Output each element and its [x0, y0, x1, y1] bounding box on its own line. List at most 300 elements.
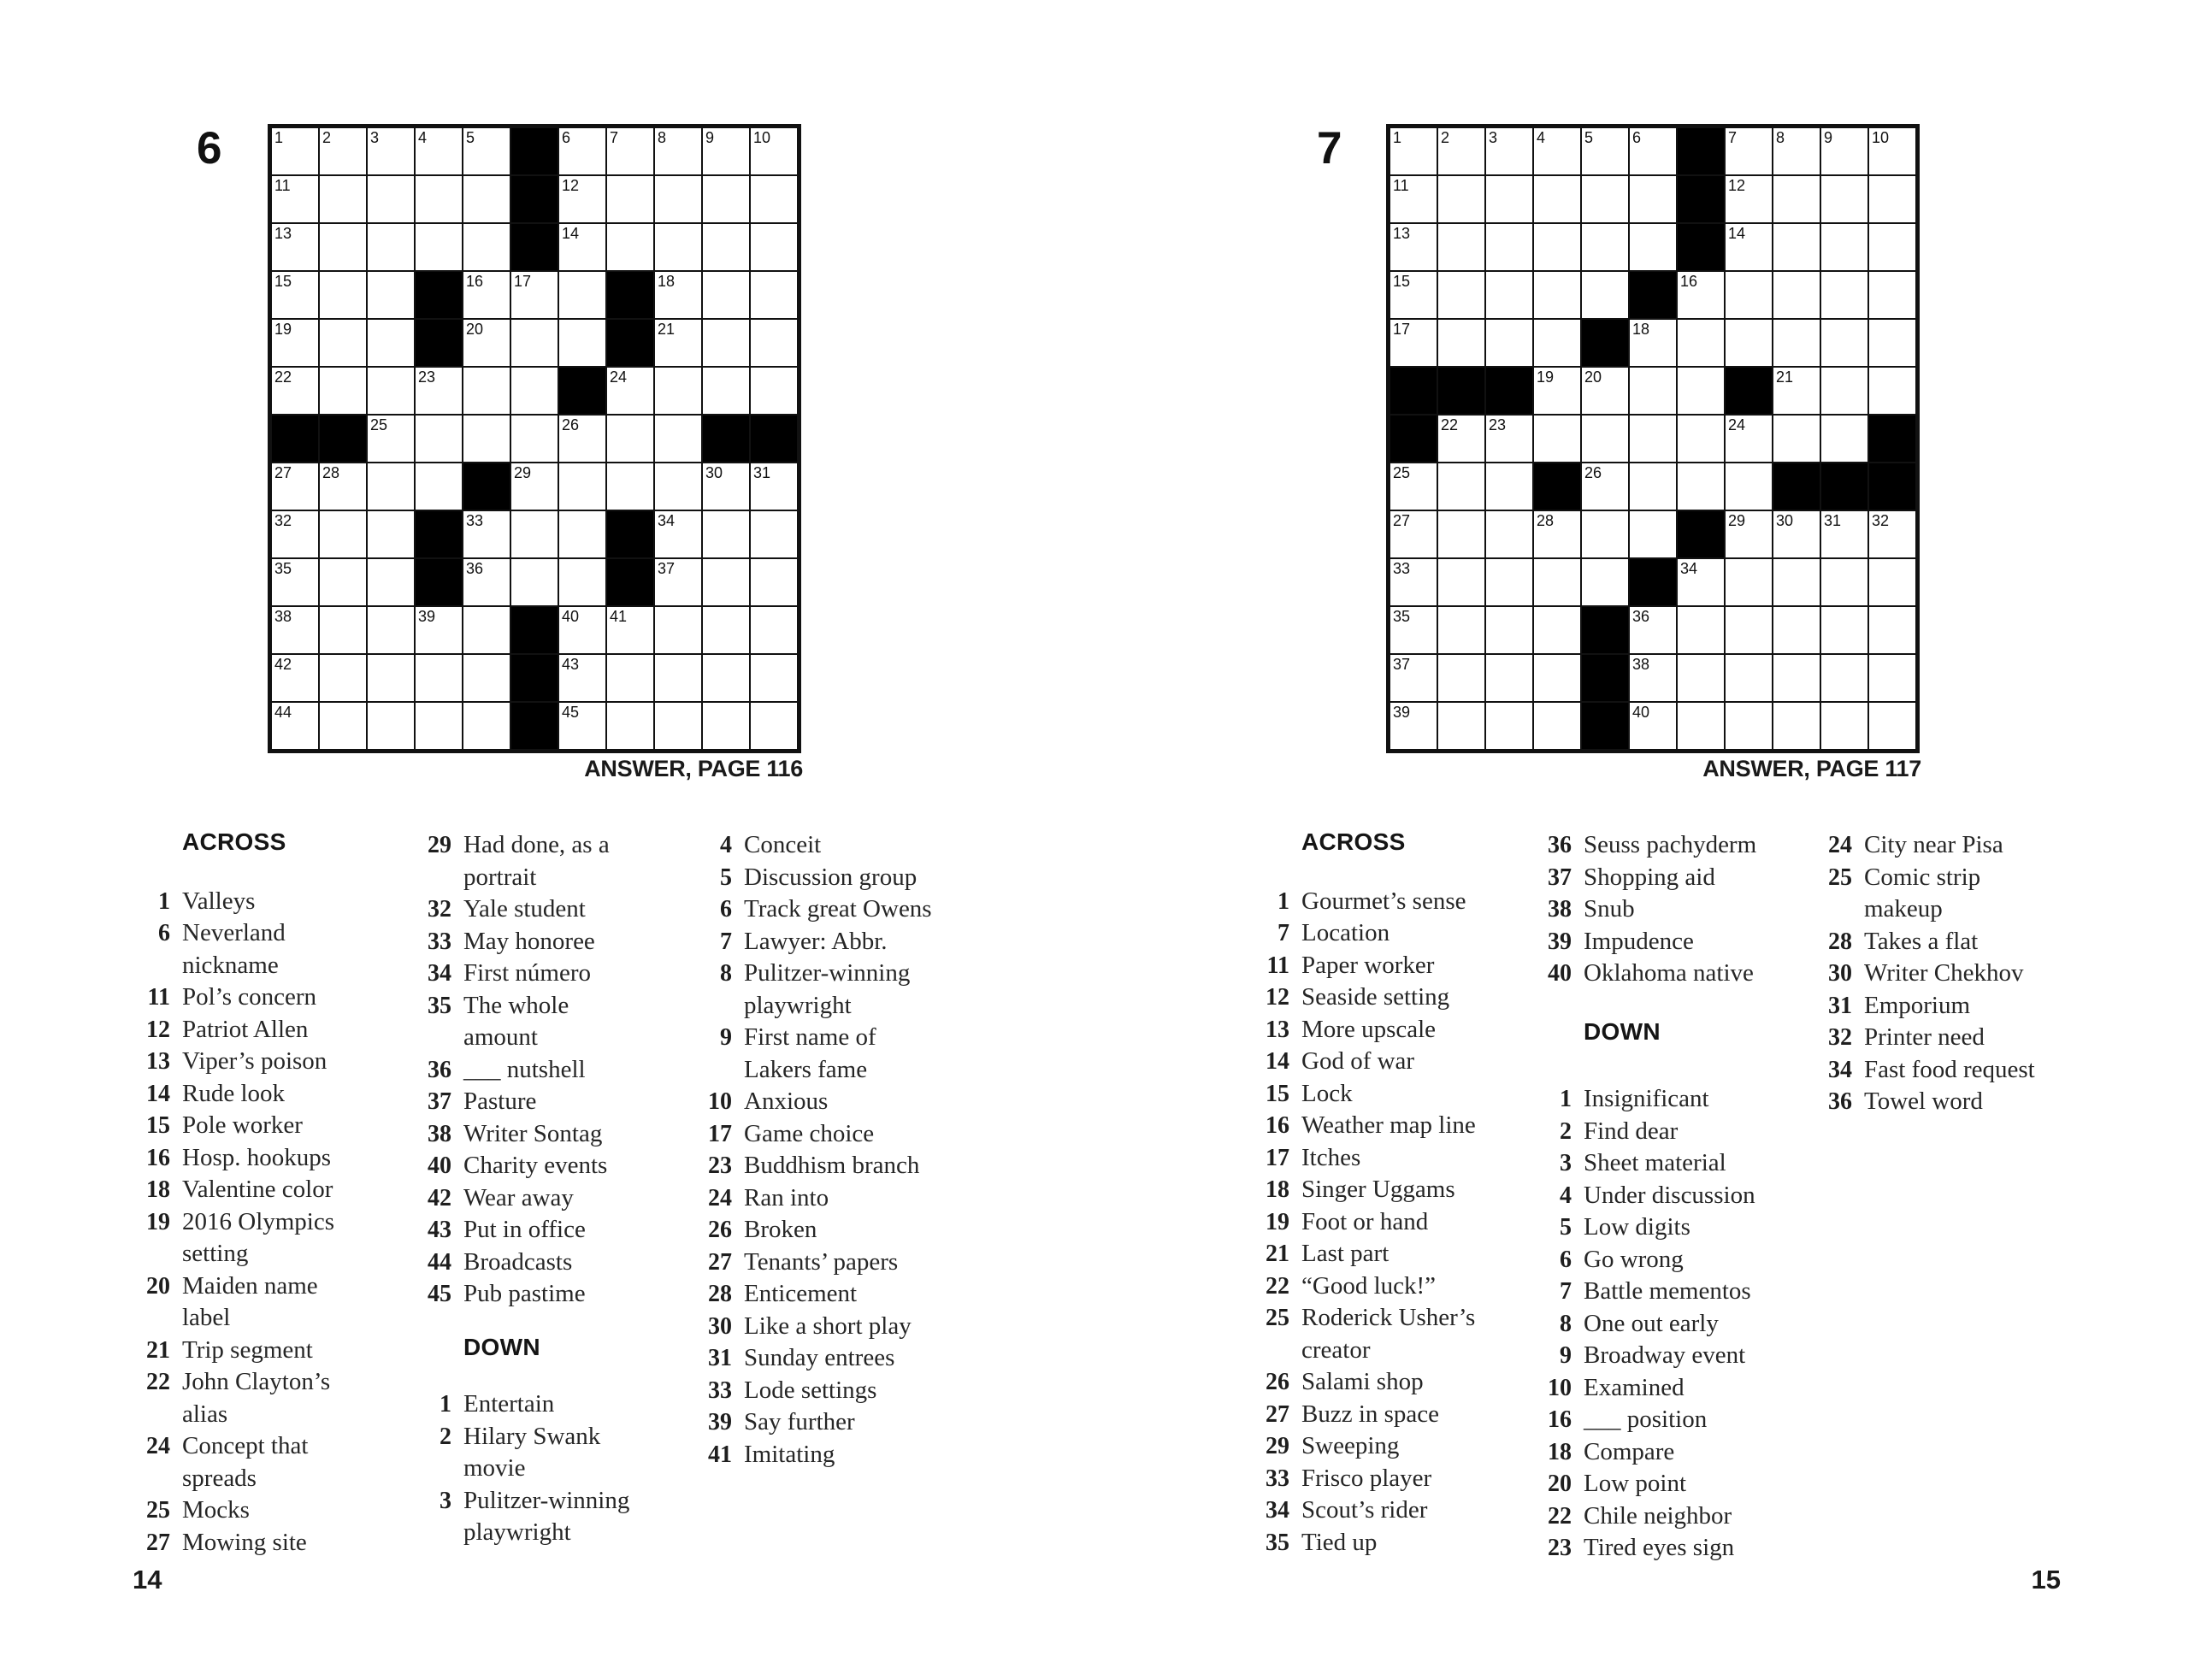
clue-text: Compare [1584, 1437, 1675, 1465]
clue-text: Singer Uggams [1301, 1176, 1455, 1203]
grid-cell [368, 511, 414, 557]
clue-line [416, 893, 698, 926]
grid-cell [1869, 272, 1915, 318]
grid-cell [320, 703, 366, 749]
grid-cell [463, 703, 510, 749]
clue-text: Entertain [463, 1390, 555, 1418]
grid-cell [1582, 176, 1628, 222]
clue-text: portrait [463, 863, 537, 891]
grid-cell [655, 176, 701, 222]
grid-cell [1534, 176, 1580, 222]
clue-number: 12 [1266, 984, 1289, 1011]
grid-cell [1726, 272, 1772, 318]
clue-text: Go wrong [1584, 1245, 1684, 1273]
grid-cell [272, 272, 318, 318]
clue-line [134, 1335, 416, 1367]
grid-cell-black [416, 511, 462, 557]
clue-text: Printer need [1864, 1023, 1985, 1051]
grid-cell-number: 4 [418, 129, 428, 146]
clue-number: 11 [147, 984, 170, 1011]
clue-line [1536, 893, 1818, 926]
clue-number: 29 [428, 832, 451, 858]
grid-cell-black [1582, 320, 1628, 366]
clue-text: Scout’s rider [1301, 1496, 1428, 1524]
clue-line [1816, 1054, 2098, 1087]
clue-number: 43 [428, 1217, 451, 1243]
grid-cell [320, 320, 366, 366]
grid-cell-number: 37 [1393, 656, 1411, 673]
grid-cell-number: 16 [1680, 273, 1698, 290]
clue-line [1254, 886, 1536, 918]
clue-line [1816, 958, 2098, 990]
clue-line [1254, 1174, 1536, 1206]
grid-cell-number: 44 [274, 704, 292, 721]
grid-cell-number: 1 [274, 129, 284, 146]
clue-number: 20 [146, 1272, 170, 1300]
grid-cell [320, 224, 366, 270]
column-gap [1536, 990, 1818, 1016]
clue-line [696, 1150, 978, 1182]
grid-cell [463, 368, 510, 414]
clue-number: 15 [1266, 1080, 1289, 1107]
grid-cell [368, 416, 414, 462]
grid-cell-number: 13 [1393, 225, 1411, 242]
clue-text: The whole [463, 991, 569, 1019]
clue-text: Emporium [1864, 991, 1971, 1019]
clue-text: Ran into [744, 1183, 829, 1211]
grid-cell [463, 224, 510, 270]
clue-line [1536, 1532, 1818, 1565]
grid-cell [1726, 320, 1772, 366]
clue-text: Itches [1301, 1143, 1361, 1171]
grid-cell [1630, 703, 1676, 749]
grid-cell [751, 320, 797, 366]
grid-cell [272, 128, 318, 174]
clue-text: Game choice [744, 1119, 875, 1147]
clue-number: 7 [1560, 1278, 1572, 1305]
clue-number: 3 [440, 1487, 451, 1514]
clue-number: 22 [146, 1369, 170, 1395]
clue-line [1254, 1302, 1536, 1335]
clue-text: Viper’s poison [182, 1047, 327, 1075]
column-gap [416, 1363, 698, 1388]
clue-line [1254, 1110, 1536, 1142]
clue-number: 5 [720, 864, 732, 891]
grid-cell [1486, 224, 1532, 270]
grid-cell [1869, 655, 1915, 701]
clue-line [134, 1366, 416, 1399]
grid-cell-number: 1 [1393, 129, 1402, 146]
grid-cell [559, 463, 605, 510]
grid-cell [463, 416, 510, 462]
grid-cell [559, 511, 605, 557]
grid-cell [1486, 463, 1532, 510]
clue-line [134, 1078, 416, 1111]
clue-continuation-line [134, 1302, 416, 1335]
clue-line [1254, 1527, 1536, 1559]
clue-line [416, 1388, 698, 1421]
clue-text: Tired eyes sign [1584, 1534, 1735, 1561]
grid-cell [559, 320, 605, 366]
clue-column-across [1254, 826, 1536, 1559]
grid-cell-black [511, 607, 558, 653]
grid-cell [1821, 224, 1867, 270]
clue-number: 20 [1548, 1471, 1572, 1497]
grid-cell [1773, 272, 1820, 318]
grid-cell-number: 11 [1393, 177, 1409, 194]
grid-cell-number: 17 [1393, 321, 1411, 338]
grid-cell [511, 559, 558, 605]
grid-cell-black [272, 416, 318, 462]
clue-section-header: ACROSS [1301, 828, 1406, 855]
clue-number: 9 [720, 1024, 732, 1051]
clue-text: City near Pisa [1864, 831, 2003, 858]
clue-line [696, 1278, 978, 1311]
clue-line [1816, 926, 2098, 958]
clue-text: Conceit [744, 831, 822, 858]
clue-text: Pol’s concern [182, 983, 317, 1011]
clue-line [1536, 1116, 1818, 1148]
clue-line [416, 1086, 698, 1118]
grid-cell [511, 368, 558, 414]
clue-number: 6 [158, 920, 170, 946]
grid-cell [1726, 463, 1772, 510]
clue-text: setting [182, 1240, 249, 1267]
clue-number: 6 [1560, 1246, 1572, 1273]
clue-line [1254, 1430, 1536, 1463]
grid-cell [368, 176, 414, 222]
grid-cell [1390, 655, 1437, 701]
clue-number: 44 [428, 1248, 451, 1276]
grid-cell [703, 176, 749, 222]
grid-cell [320, 176, 366, 222]
grid-cell-black [1438, 368, 1484, 414]
grid-cell [1630, 368, 1676, 414]
grid-cell [655, 655, 701, 701]
grid-cell [1678, 607, 1724, 653]
grid-cell [320, 607, 366, 653]
grid-cell [1821, 559, 1867, 605]
clue-line [696, 1439, 978, 1471]
grid-cell [751, 559, 797, 605]
grid-cell [751, 128, 797, 174]
clue-text: Writer Chekhov [1864, 959, 2024, 987]
grid-cell [368, 559, 414, 605]
grid-cell-number: 8 [1776, 129, 1785, 146]
grid-cell [1678, 416, 1724, 462]
grid-cell [607, 703, 653, 749]
clue-number: 37 [428, 1088, 451, 1115]
grid-cell [1534, 320, 1580, 366]
clue-number: 32 [1828, 1024, 1852, 1051]
grid-cell-number: 27 [1393, 512, 1411, 529]
clue-line [696, 1247, 978, 1279]
grid-cell [1534, 128, 1580, 174]
grid-cell [559, 416, 605, 462]
clue-number: 16 [1266, 1112, 1289, 1139]
clue-text: Fast food request [1864, 1055, 2035, 1083]
clue-number: 17 [708, 1120, 732, 1147]
clue-line [1536, 1372, 1818, 1405]
clue-line [1536, 1083, 1818, 1116]
clue-text: Hilary Swank [463, 1422, 601, 1450]
grid-cell [703, 655, 749, 701]
grid-cell [272, 176, 318, 222]
grid-cell-black [1582, 655, 1628, 701]
grid-cell [1821, 655, 1867, 701]
clue-number: 10 [708, 1088, 732, 1115]
grid-cell [559, 655, 605, 701]
grid-cell [1390, 320, 1437, 366]
grid-cell-number: 38 [1632, 656, 1650, 673]
grid-cell-number: 38 [274, 608, 292, 625]
grid-cell [607, 463, 653, 510]
clue-text: Lock [1301, 1079, 1353, 1107]
clue-number: 18 [1266, 1176, 1289, 1203]
grid-cell-number: 16 [466, 273, 484, 290]
grid-cell [1869, 224, 1915, 270]
grid-cell [1821, 176, 1867, 222]
clue-continuation-line [1816, 893, 2098, 926]
grid-cell-number: 20 [1584, 368, 1602, 386]
clue-line [134, 1270, 416, 1303]
clue-section-header: DOWN [463, 1333, 540, 1360]
grid-cell-number: 30 [705, 464, 723, 481]
grid-cell [272, 224, 318, 270]
grid-cell [1438, 128, 1484, 174]
grid-cell [1534, 655, 1580, 701]
clue-line [416, 1278, 698, 1311]
clue-line [1254, 950, 1536, 982]
clue-number: 8 [1560, 1310, 1572, 1337]
grid-cell-number: 14 [562, 225, 580, 242]
grid-cell [1869, 559, 1915, 605]
grid-cell [703, 320, 749, 366]
grid-cell [1534, 511, 1580, 557]
grid-cell [1438, 272, 1484, 318]
grid-cell [511, 320, 558, 366]
grid-cell-black [1678, 224, 1724, 270]
grid-cell-number: 27 [274, 464, 292, 481]
grid-cell [1438, 559, 1484, 605]
grid-cell [1486, 655, 1532, 701]
grid-cell-black [1486, 368, 1532, 414]
grid-cell [1821, 368, 1867, 414]
clue-line [1536, 1276, 1818, 1308]
grid-cell [1630, 463, 1676, 510]
clue-text: Hosp. hookups [182, 1143, 332, 1171]
grid-cell [463, 607, 510, 653]
clue-line [696, 958, 978, 990]
grid-cell-number: 24 [1728, 416, 1746, 433]
clue-number: 12 [146, 1016, 170, 1043]
clue-text: ___ position [1584, 1406, 1708, 1433]
grid-cell-number: 9 [1824, 129, 1833, 146]
grid-cell-number: 23 [1489, 416, 1507, 433]
clue-number: 13 [1266, 1016, 1289, 1043]
grid-cell [368, 320, 414, 366]
grid-cell [1390, 703, 1437, 749]
grid-cell [607, 607, 653, 653]
grid-cell [1486, 511, 1532, 557]
grid-cell [1726, 224, 1772, 270]
clue-text: Valleys [182, 887, 256, 915]
clue-number: 4 [1560, 1182, 1572, 1209]
clue-line [416, 1214, 698, 1247]
grid-cell-number: 25 [370, 416, 388, 433]
clue-text: Seaside setting [1301, 983, 1450, 1011]
grid-cell [1582, 272, 1628, 318]
grid-cell [1630, 128, 1676, 174]
grid-cell [1534, 272, 1580, 318]
grid-cell [655, 463, 701, 510]
grid-cell [416, 416, 462, 462]
clue-line [696, 1118, 978, 1151]
clue-line [1536, 1468, 1818, 1500]
grid-cell [272, 511, 318, 557]
grid-cell [463, 511, 510, 557]
grid-cell-number: 15 [274, 273, 292, 290]
grid-cell [607, 368, 653, 414]
clue-text: God of war [1301, 1047, 1415, 1075]
clue-text: Buddhism branch [744, 1152, 920, 1179]
grid-cell-black [1869, 463, 1915, 510]
grid-cell-black [607, 559, 653, 605]
clue-column-down [1816, 829, 2098, 1118]
grid-cell [416, 176, 462, 222]
clue-number: 26 [1266, 1369, 1289, 1395]
grid-cell-black [1582, 607, 1628, 653]
grid-cell [1534, 416, 1580, 462]
grid-cell [1678, 463, 1724, 510]
clue-line [1254, 981, 1536, 1014]
clue-text: Examined [1584, 1373, 1685, 1401]
grid-cell [320, 272, 366, 318]
clue-text: Foot or hand [1301, 1207, 1429, 1235]
clue-line [416, 1421, 698, 1453]
grid-cell [368, 272, 414, 318]
grid-cell [416, 703, 462, 749]
grid-cell-number: 7 [1728, 129, 1738, 146]
clue-text: Weather map line [1301, 1111, 1476, 1139]
grid-cell-number: 10 [1872, 129, 1890, 146]
clue-number: 18 [1548, 1438, 1572, 1465]
clue-line [416, 926, 698, 958]
grid-cell [1390, 463, 1437, 510]
grid-cell [559, 607, 605, 653]
clue-number: 25 [1828, 864, 1852, 891]
grid-cell [1773, 559, 1820, 605]
grid-cell [320, 511, 366, 557]
grid-cell-number: 20 [466, 321, 484, 338]
column-gap [416, 1311, 698, 1331]
grid-cell [1821, 416, 1867, 462]
grid-cell [320, 559, 366, 605]
clue-line [1816, 1086, 2098, 1118]
clue-line [696, 1375, 978, 1407]
grid-cell [1438, 655, 1484, 701]
clue-text: Takes a flat [1864, 927, 1979, 955]
grid-cell [703, 559, 749, 605]
answer-page-note: ANSWER, PAGE 116 [584, 756, 803, 781]
clue-text: Wear away [463, 1183, 574, 1211]
puzzle-title-number: 7 [1317, 123, 1342, 174]
grid-cell [272, 463, 318, 510]
clue-text: Snub [1584, 895, 1635, 923]
clue-text: Chile neighbor [1584, 1501, 1732, 1530]
grid-cell-black [751, 416, 797, 462]
grid-cell [416, 463, 462, 510]
clue-text: Under discussion [1584, 1181, 1755, 1209]
grid-cell [1582, 559, 1628, 605]
grid-cell-black [1678, 128, 1724, 174]
grid-cell-number: 32 [274, 512, 292, 529]
clue-number: 2 [1560, 1117, 1572, 1145]
grid-cell [559, 272, 605, 318]
clue-text: Patriot Allen [182, 1015, 309, 1043]
clue-text: movie [463, 1454, 526, 1482]
grid-cell [1630, 511, 1676, 557]
grid-cell [463, 655, 510, 701]
clue-number: 24 [708, 1184, 732, 1211]
grid-cell-number: 26 [562, 416, 580, 433]
clue-text: spreads [182, 1464, 257, 1492]
grid-cell-number: 31 [753, 464, 771, 481]
grid-cell-black [1869, 416, 1915, 462]
clue-line [1254, 1238, 1536, 1270]
grid-cell [1390, 128, 1437, 174]
grid-cell [1773, 607, 1820, 653]
clue-number: 22 [1266, 1272, 1289, 1300]
grid-cell-number: 30 [1776, 512, 1794, 529]
clue-text: Mocks [182, 1496, 250, 1524]
clue-line [696, 1406, 978, 1439]
clue-number: 16 [1548, 1406, 1572, 1433]
clue-number: 1 [440, 1391, 451, 1418]
grid-cell [1821, 511, 1867, 557]
grid-cell-number: 9 [705, 129, 715, 146]
grid-cell [1582, 463, 1628, 510]
page-number: 15 [2031, 1565, 2061, 1595]
grid-cell-number: 35 [274, 560, 292, 577]
clue-number: 8 [720, 960, 732, 987]
grid-cell [751, 368, 797, 414]
clue-number: 39 [1548, 928, 1572, 955]
clue-number: 34 [428, 960, 451, 987]
clue-text: John Clayton’s [182, 1368, 331, 1395]
clue-line [134, 1110, 416, 1142]
grid-cell [416, 128, 462, 174]
clue-column-across [134, 826, 416, 1559]
grid-cell [463, 559, 510, 605]
clue-number: 37 [1548, 864, 1572, 891]
clue-number: 36 [1548, 832, 1572, 858]
clue-text: Impudence [1584, 927, 1694, 955]
clue-text: nickname [182, 951, 279, 979]
grid-cell [1773, 416, 1820, 462]
grid-cell [272, 655, 318, 701]
grid-cell [1821, 128, 1867, 174]
grid-cell-number: 6 [1632, 129, 1642, 146]
clue-line [416, 1118, 698, 1151]
clue-text: label [182, 1304, 231, 1331]
grid-cell-number: 31 [1824, 512, 1842, 529]
clue-line [696, 1342, 978, 1375]
grid-cell-number: 34 [658, 512, 676, 529]
clue-line [696, 1214, 978, 1247]
grid-cell [1438, 224, 1484, 270]
grid-cell [1869, 128, 1915, 174]
